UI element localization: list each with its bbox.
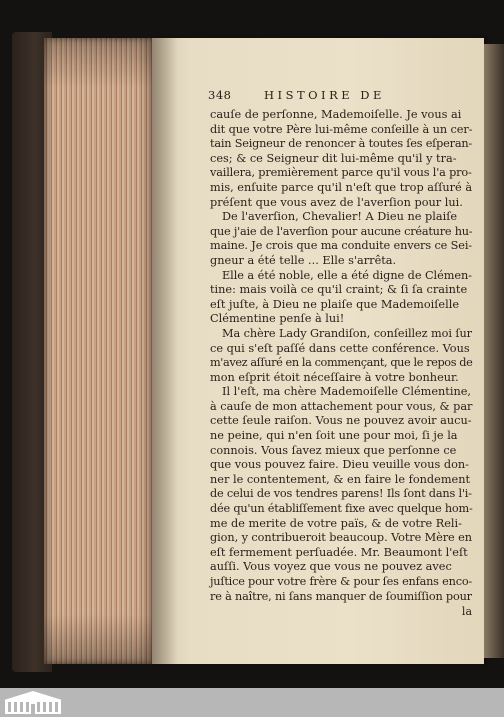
text-lines [210,108,472,604]
catchword: la [461,605,472,619]
text-line: me de merite de votre païs, & de votre Reli- [210,516,462,530]
text-line: ne peine, qui n'en ſoit une pour moi, ſi je la [210,429,458,443]
text-line: cauſe de perſonne, Mademoiſelle. Je vous ai [210,108,462,121]
page-text [210,88,472,619]
page-edges-shadow [44,38,152,664]
text-line: De l'averſion, Chevalier! A Dieu ne plaiſe [222,210,458,224]
text-line: gion, y contribueroit beaucoup. Votre Mère en [210,531,472,545]
text-line: préſent que vous avez de l'averſion pour lui. [210,195,463,209]
text-line: que vous pouvez faire. Dieu veuille vous don- [210,458,470,472]
page-number: 348 [208,88,232,102]
text-line: eſt fermement perſuadée. Mr. Beaumont l'eſt [210,545,468,559]
text-line: Ma chère Lady Grandiſon, conſeillez moi ſur [222,326,472,340]
text-line: juſtice pour votre frère & pour ſes enfans enco- [210,575,473,588]
gutter-shadow [152,38,178,664]
text-line: dée qu'un établiſſement fixe avec quelque hom- [210,502,473,516]
text-line: mon eſprit étoit néceſſaire à votre bonheur. [210,370,459,384]
right-page-edge [484,44,504,658]
text-line: auſſi. Vous voyez que vous ne pouvez avec [210,560,452,574]
text-line: ce qui s'eſt paſſé dans cette conférence. Vous [210,341,470,355]
library-building-logo [4,690,62,715]
text-line: tain Seigneur de renoncer à toutes ſes eſperan- [210,137,473,151]
text-line: à cauſe de mon attachement pour vous, & par [210,399,473,413]
text-line: mis, enſuite parce qu'il n'eſt que trop aſſuré à [210,180,473,194]
text-line: m'avez aſſuré en la commençant, que le repos de [210,356,473,370]
text-line: re à naître, ni ſans manquer de ſoumiſſion pour [210,589,472,603]
text-line: eſt juſte, à Dieu ne plaiſe que Mademoiſelle [210,297,460,311]
text-line: maine. Je crois que ma conduite envers ce Sei- [210,239,472,253]
text-line: ces; & ce Seigneur dit lui-même qu'il y tra- [210,151,457,165]
text-line: ner le contentement, & en faire le fondement [210,472,471,486]
footer-bar [0,688,504,717]
text-line: connois. Vous ſavez mieux que perſonne ce [210,443,457,457]
running-head: HISTOIRE DE [264,88,385,102]
text-line: dit que votre Père lui-même conſeille à un cer- [210,122,473,136]
text-line: Elle a été noble, elle a été digne de Clémen- [222,268,472,282]
text-line: que j'aie de l'averſion pour aucune créature hu- [210,224,473,238]
text-line: vaillera, premièrement parce qu'il vous l'a pro- [210,166,472,180]
text-line: Clémentine penſe à lui! [210,312,345,326]
text-line: cette ſeule raiſon. Vous ne pouvez avoir aucu- [210,414,472,428]
text-line: tine: mais voilà ce qu'il craint; & ſi ſa crainte [210,283,468,297]
page-header [210,88,472,108]
text-line: Il l'eſt, ma chère Mademoiſelle Clémentine, [222,385,472,399]
text-line: gneur a été telle ... Elle s'arrêta. [210,253,397,267]
text-line: de celui de vos tendres parens! Ils ſont dans l'i- [210,487,472,501]
